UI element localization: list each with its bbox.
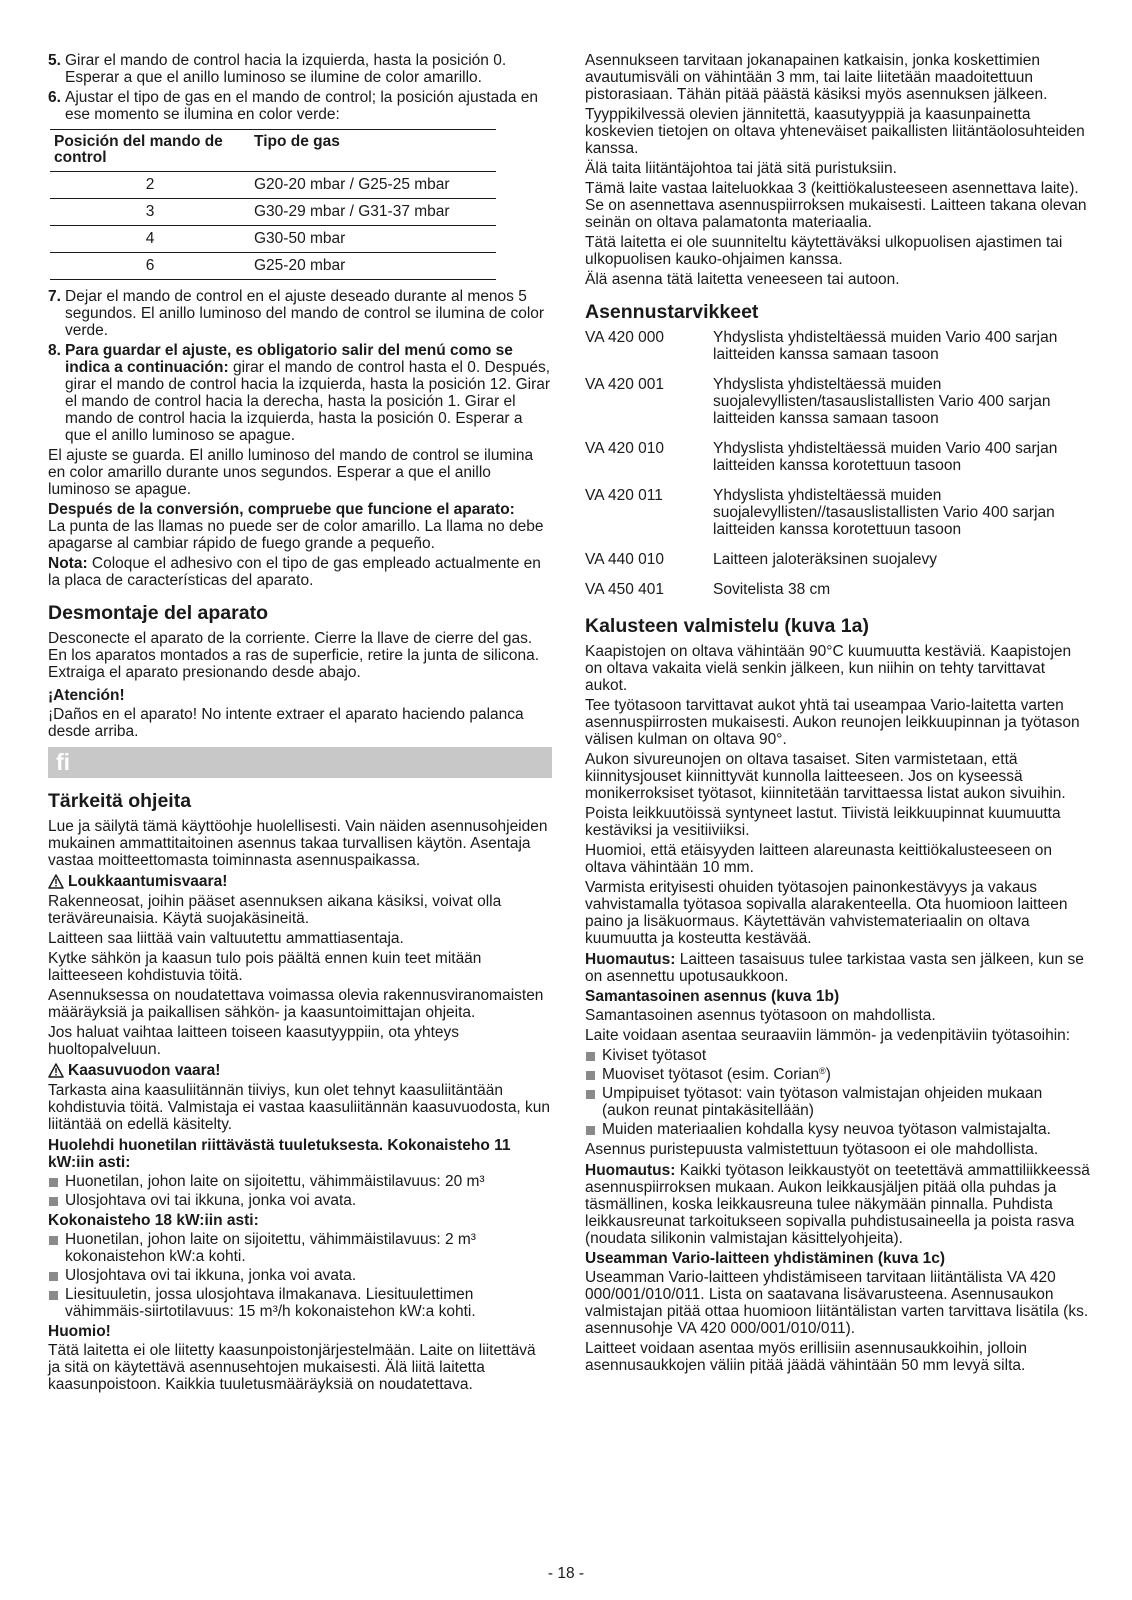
list-item-close: ) (825, 1066, 831, 1083)
step-number: 5. (48, 52, 61, 69)
intro-paragraph: Tyyppikilvessä olevien jännitettä, kaasutyyppiä ja kaasunpainetta koskevien tietojen on oltava yhteneväiset paikallisten liitäntäolosuhteiden kanssa. (585, 106, 1085, 157)
accessory-code: VA 420 000 (585, 329, 665, 346)
table-cell-position: 3 (50, 199, 250, 226)
setting-saved-text: El ajuste se guarda. El anillo luminoso del mando de control se ilumina en color amarillo durante unos segundos. Esperar a que el anillo luminoso se apague. (48, 447, 534, 498)
huomautus-paragraph (585, 951, 1091, 985)
intro-paragraph: Asennukseen tarvitaan jokanapainen katkaisin, jonka koskettimien avautumisväli on vähintään 3 mm, tai laite liitetään maadoitettuun pistorasiaan. Tähän pitää päästä käsiksi myös asennuksen jälkeen. (585, 52, 1048, 103)
step-5 (48, 52, 552, 86)
step-text: girar el mando de control hasta el 0. Después, girar el mando de control hacia la izquierda, hasta la posición 12. Girar el mando de control hacia la derecha, hasta la posición 1. Girar el mando de control hacia la izquierda, hasta la posición 0. Esperar a que el anillo luminoso se apague. (65, 359, 551, 444)
step-number: 7. (48, 288, 61, 305)
table-row (585, 581, 1091, 602)
step-text: Dejar el mando de control en el ajuste deseado durante al menos 5 segundos. El anillo luminoso del mando de control se ilumina de color verde. (65, 288, 545, 339)
after-conversion-text: La punta de las llamas no puede ser de color amarillo. La llama no debe apagarse al cambiar rápido de fuego grande a pequeño. (48, 518, 544, 552)
table-cell-position: 4 (50, 226, 250, 253)
kaluste-paragraph: Kaapistojen on oltava vähintään 90°C kuumuutta kestäviä. Kaapistojen on oltava vakaita vielä senkin jälkeen, kun niihin on tehty tarvittavat aukot. (585, 643, 1072, 694)
step-number: 6. (48, 89, 61, 106)
warning-label: Loukkaantumisvaara! (68, 873, 228, 890)
section-heading-desmontaje: Desmontaje del aparato (48, 602, 268, 624)
atencion-text: ¡Daños en el aparato! No intente extraer el aparato haciendo palanca desde arriba. (48, 706, 524, 740)
warning-paragraph: Rakenneosat, joihin pääset asennuksen aikana käsiksi, voivat olla teräväreunaisia. Käytä suojakäsineitä. (48, 893, 502, 927)
huomautus-text: Laitteen tasaisuus tulee tarkistaa vasta sen jälkeen, kun se on asennettu upotusaukkoon. (585, 951, 1084, 985)
worktop-list (585, 1047, 1091, 1138)
warning-label: Kaasuvuodon vaara! (68, 1062, 221, 1079)
table-cell-gas-type: G30-50 mbar (250, 226, 496, 253)
intro-paragraph: Älä asenna tätä laitetta veneeseen tai autoon. (585, 271, 900, 288)
kaluste-paragraph: Aukon sivureunojen on oltava tasaiset. Siten varmistetaan, että kiinnitysjouset kiinnittyvät kunnolla laitteeseen. Jos on kyseessä monikerroksiset työtasot, kiinnitetään tarvittaessa listat aukon sivuihin. (585, 751, 1066, 802)
table-row (50, 199, 496, 226)
table-row (50, 172, 496, 199)
page-number: - 18 - (547, 1565, 585, 1582)
ventilation-18kw-list (48, 1231, 552, 1320)
samantasoinen-paragraph: Laite voidaan asentaa seuraaviin lämmön- ja vedenpitäviin työtasoihin: (585, 1027, 1071, 1044)
table-row (585, 376, 1091, 440)
warning-paragraph: Jos haluat vaihtaa laitteen toiseen kaasutyyppiin, ota yhteys huoltopalveluun. (48, 1024, 460, 1058)
huomautus-text: Kaikki työtason leikkaustyöt on teetettävä ammattiliikkeessä asennuspiirroksen mukaan. Aukon leikkausjäljen pitää olla puhdas ja täsmällinen, koska leikkausreuna tulee näkymään pinnalla. Puhdista leikkausreunat tarkoitukseen sopivalla puhdistusaineella ja poista rasva (noudata silikonin valmistajan käsittelyohjeita). (585, 1162, 1090, 1247)
huomautus-label: Huomautus: (585, 1162, 676, 1179)
list-item: Ulosjohtava ovi tai ikkuna, jonka voi avata. (48, 1267, 552, 1284)
left-column (48, 52, 552, 1396)
accessory-desc: Yhdyslista yhdisteltäessä muiden Vario 400 sarjan laitteiden kanssa samaan tasoon (713, 329, 1058, 363)
kaluste-paragraph: Poista leikkuutöissä syntyneet lastut. Tiivistä leikkuupinnat kuumuutta kestäviksi ja vesitiiviiksi. (585, 805, 1061, 839)
table-cell-gas-type: G30-29 mbar / G31-37 mbar (250, 199, 496, 226)
note-text: Coloque el adhesivo con el tipo de gas empleado actualmente en la placa de características del aparato. (48, 555, 541, 589)
accessory-code: VA 420 011 (585, 487, 663, 504)
list-item: Huonetilan, johon laite on sijoitettu, vähimmäistilavuus: 20 m³ (48, 1173, 552, 1190)
table-header-position: Posición del mando de control (50, 130, 250, 172)
ventilation-18kw-heading: Kokonaisteho 18 kW:iin asti: (48, 1212, 259, 1229)
list-item: Kiviset työtasot (585, 1047, 1091, 1064)
useamman-paragraph: Laitteet voidaan asentaa myös erillisiin asennusaukkoihin, jolloin asennusaukkojen väliin pitää jäädä vähintään 50 mm levyä silta. (585, 1340, 1028, 1374)
section-heading-accessories: Asennustarvikkeet (585, 301, 759, 323)
list-item-text: Muoviset työtasot (esim. Corian (602, 1066, 820, 1083)
right-column (585, 52, 1091, 1377)
kaluste-paragraph: Tee työtasoon tarvittavat aukot yhtä tai useampaa Vario-laitetta varten asennuspiirrosten mukaisesti. Aukon reunojen leikkuupinnan ja työtason välisen kulman on oltava 90°. (585, 697, 1080, 748)
step-bold-text: Para guardar el ajuste, es obligatorio salir del menú como se indica a continuación: (65, 342, 513, 376)
warning-paragraph: Kytke sähkön ja kaasun tulo pois päältä ennen kuin teet mitään laitteeseen kohdistuvia töitä. (48, 950, 482, 984)
atencion-label: ¡Atención! (48, 687, 125, 704)
kaluste-paragraph: Huomioi, että etäisyyden laitteen alareunasta keittiökalusteeseen on oltava vähintään 10 mm. (585, 842, 1053, 876)
list-item: Liesituuletin, jossa ulosjohtava ilmakanava. Liesituulettimen vähimmäis-siirtotilavuus: 15 m³/h kokonaistehon kW:a kohti. (48, 1286, 552, 1320)
tarkeita-text: Lue ja säilytä tämä käyttöohje huolellisesti. Vain näiden asennusohjeiden mukainen ammattitaitoinen asennus takaa turvallisen käytön. Asentaja vastaa moitteettomasta toiminnasta asennuspaikassa. (48, 818, 548, 869)
intro-paragraph: Tätä laitetta ei ole suunniteltu käytettäväksi ulkopuolisen ajastimen tai ulkopuolisen kauko-ohjaimen kanssa. (585, 234, 1063, 268)
list-item: Ulosjohtava ovi tai ikkuna, jonka voi avata. (48, 1192, 552, 1209)
table-row (585, 329, 1091, 376)
warning-triangle-icon (48, 1063, 64, 1078)
step-text: Ajustar el tipo de gas en el mando de control; la posición ajustada en ese momento se ilumina en color verde: (65, 89, 539, 123)
samantasoinen-paragraph: Samantasoinen asennus työtasoon on mahdollista. (585, 1007, 936, 1024)
table-row (50, 253, 496, 280)
huomio-label: Huomio! (48, 1323, 111, 1340)
list-item (585, 1066, 1091, 1083)
note-paragraph (48, 555, 552, 589)
accessories-table (585, 329, 1091, 602)
huomautus-paragraph (585, 1162, 1091, 1247)
useamman-heading: Useamman Vario-laitteen yhdistäminen (kuva 1c) (585, 1250, 946, 1267)
intro-paragraph: Älä taita liitäntäjohtoa tai jätä sitä puristuksiin. (585, 160, 897, 177)
puristepuu-text: Asennus puristepuusta valmistettuun työtasoon ei ole mahdollista. (585, 1141, 1039, 1158)
table-cell-position: 2 (50, 172, 250, 199)
section-heading-tarkeita: Tärkeitä ohjeita (48, 790, 192, 812)
warning-triangle-icon (48, 874, 64, 889)
table-row (50, 226, 496, 253)
table-row (585, 440, 1091, 487)
huomio-text: Tätä laitetta ei ole liitetty kaasunpoistonjärjestelmään. Laite on liitettävä ja sitä on käytettävä asennusehtojen mukaisesti. Älä liitä laitetta kaasunpoistoon. Kaikkia tuuletusmääräyksiä on noudatettava. (48, 1342, 536, 1393)
table-cell-gas-type: G20-20 mbar / G25-25 mbar (250, 172, 496, 199)
accessory-desc: Yhdyslista yhdisteltäessä muiden Vario 400 sarjan laitteiden kanssa korotettuun tasoon (713, 440, 1058, 474)
note-label: Nota: (48, 555, 88, 572)
section-heading-kaluste: Kalusteen valmistelu (kuva 1a) (585, 615, 869, 637)
table-header-row (50, 130, 496, 172)
warning-paragraph: Tarkasta aina kaasuliitännän tiiviys, kun olet tehnyt kaasuliitäntään kohdistuvia töitä. Valmistaja ei vastaa kaasuliitännän kaasuvuodosta, kun liitäntää on edellä käsitelty. (48, 1082, 551, 1133)
useamman-paragraph: Useamman Vario-laitteen yhdistämiseen tarvitaan liitäntälista VA 420 000/001/010/011. Lista on saatavana lisävarusteena. Asennusaukon valmistajan pitää ottaa huomioon liitäntälistan varten tarvittava lisätila (ks. asennusohje VA 420 000/001/010/011). (585, 1269, 1089, 1337)
accessory-code: VA 440 010 (585, 551, 665, 568)
samantasoinen-heading: Samantasoinen asennus (kuva 1b) (585, 988, 840, 1005)
step-7 (48, 288, 552, 339)
list-item: Muiden materiaalien kohdalla kysy neuvoa työtason valmistajalta. (585, 1121, 1091, 1138)
after-conversion-heading: Después de la conversión, compruebe que funcione el aparato: (48, 501, 515, 518)
language-bar: fi (48, 747, 552, 778)
huomautus-label: Huomautus: (585, 951, 676, 968)
warning-injury (48, 873, 552, 890)
table-row (585, 551, 1091, 581)
accessory-desc: Laitteen jaloteräksinen suojalevy (713, 551, 938, 568)
step-text: Girar el mando de control hacia la izquierda, hasta la posición 0. Esperar a que el anillo luminoso se ilumine de color amarillo. (65, 52, 507, 86)
warning-paragraph: Laitteen saa liittää vain valtuutettu ammattiasentaja. (48, 930, 404, 947)
accessory-desc: Sovitelista 38 cm (713, 581, 831, 598)
intro-paragraph: Tämä laite vastaa laiteluokkaa 3 (keittiökalusteeseen asennettava laite). Se on asennettava asennuspiirroksen mukaisesti. Laitteen takana olevan seinän on oltava palamatonta materiaalia. (585, 180, 1087, 231)
step-number: 8. (48, 342, 61, 359)
table-cell-gas-type: G25-20 mbar (250, 253, 496, 280)
table-row (585, 487, 1091, 551)
ventilation-11kw-list (48, 1173, 552, 1209)
gas-type-table (50, 129, 496, 280)
accessory-code: VA 450 401 (585, 581, 665, 598)
registered-mark: ® (819, 1066, 826, 1076)
list-item: Huonetilan, johon laite on sijoitettu, vähimmäistilavuus: 2 m³ kokonaistehon kW:a kohti. (48, 1231, 552, 1265)
warning-gas-leak (48, 1062, 552, 1079)
ventilation-heading: Huolehdi huonetilan riittävästä tuuletuksesta. Kokonaisteho 11 kW:iin asti: (48, 1137, 511, 1171)
warning-paragraph: Asennuksessa on noudatettava voimassa olevia rakennusviranomaisten määräyksiä ja paikallisen sähkön- ja kaasuntoimittajan ohjeita. (48, 987, 544, 1021)
kaluste-paragraph: Varmista erityisesti ohuiden työtasojen painonkestävyys ja vakaus vahvistamalla työtasoa sopivalla alarakenteella. Ota huomioon laitteen paino ja lisäkuormaus. Käytettävän vahvistemateriaalin on oltava kuumuutta ja kosteutta kestävää. (585, 879, 1068, 947)
step-8 (48, 342, 552, 444)
step-6 (48, 89, 552, 123)
accessory-code: VA 420 010 (585, 440, 665, 457)
table-cell-position: 6 (50, 253, 250, 280)
desmontaje-text: Desconecte el aparato de la corriente. Cierre la llave de cierre del gas. En los aparatos montados a ras de superficie, retire la junta de silicona. Extraiga el aparato presionando desde abajo. (48, 630, 540, 681)
accessory-desc: Yhdyslista yhdisteltäessä muiden suojalevyllisten/tasauslistallisten Vario 400 sarjan laitteiden kanssa samaan tasoon (713, 376, 1051, 427)
list-item: Umpipuiset työtasot: vain työtason valmistajan ohjeiden mukaan (aukon reunat pintakäsitellään) (585, 1085, 1091, 1119)
table-header-gas-type: Tipo de gas (250, 130, 496, 172)
accessory-code: VA 420 001 (585, 376, 665, 393)
accessory-desc: Yhdyslista yhdisteltäessä muiden suojalevyllisten//tasauslistallisten Vario 400 sarjan laitteiden kanssa korotettuun tasoon (713, 487, 1055, 538)
